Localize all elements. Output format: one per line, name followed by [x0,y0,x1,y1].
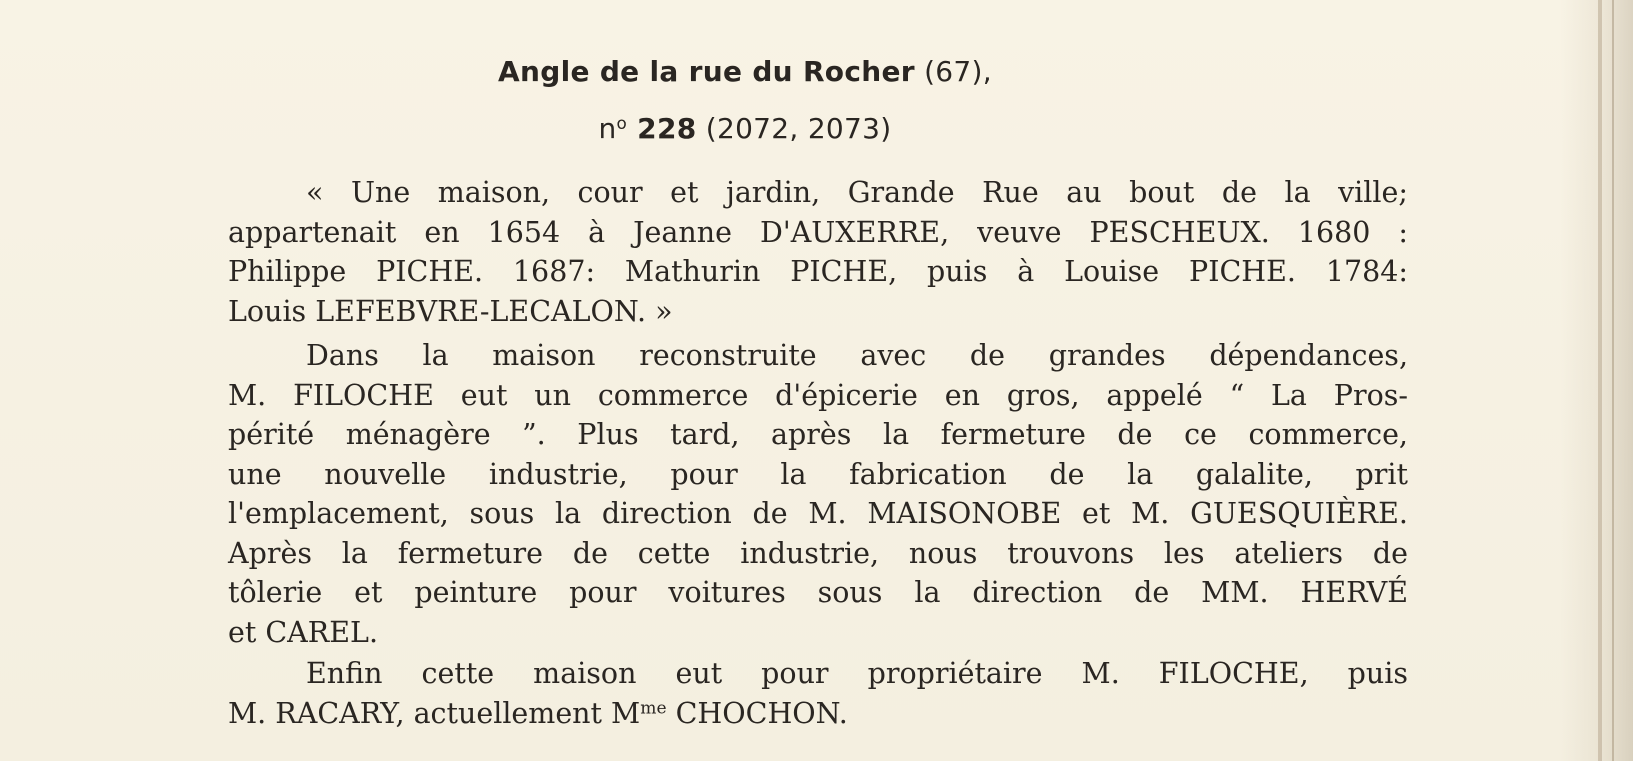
section-title [0,55,1490,88]
paragraph-line: Après la fermeture de cette industrie, nous trouvons les ateliers de [228,536,1408,570]
paragraph-line: et CAREL. [228,615,379,649]
paragraph-line: Philippe PICHE. 1687: Mathurin PICHE, puis à Louise PICHE. 1784: [228,255,1408,288]
number-prefix: n [598,112,617,145]
paragraph-line: périté ménagère ”. Plus tard, après la fermeture de ce commerce, [228,418,1408,451]
page-edge [1598,0,1602,761]
paragraph-line: l'emplacement, sous la direction de M. MAISONOBE et M. GUESQUIÈRE. [228,497,1408,530]
section-number [0,112,1490,145]
paragraph-line: Enfin cette maison eut pour propriétaire M. FILOCHE, puis [306,657,1408,690]
paragraph-line: appartenait en 1654 à Jeanne D'AUXERRE, veuve PESCHEUX. 1680 : [228,215,1408,249]
paragraph-line: « Une maison, cour et jardin, Grande Rue au bout de la ville; [306,176,1408,209]
paragraph-line: Dans la maison reconstruite avec de grandes dépendances, [306,339,1408,372]
page-edge-shadow [1612,0,1614,761]
cadastre-refs: (2072, 2073) [696,112,892,145]
paragraph-line: tôlerie et peinture pour voitures sous la direction de MM. HERVÉ [228,576,1408,609]
paragraph-history [228,336,1408,652]
number-degree: o [616,112,628,133]
paragraph-owners [228,654,1408,733]
paragraph-line: M. FILOCHE eut un commerce d'épicerie en gros, appelé “ La Pros- [228,378,1408,412]
street-ref: (67), [914,55,992,88]
paragraph-line: une nouvelle industrie, pour la fabrication de la galalite, prit [228,457,1408,491]
paragraph-quote [228,173,1408,331]
house-number: 228 [627,112,697,145]
final-line-tail: CHOCHON. [666,696,848,730]
title-superscript: me [640,698,667,719]
street-name: Angle de la rue du Rocher [498,55,915,88]
paragraph-line: Louis LEFEBVRE-LECALON. » [228,294,673,328]
paragraph-line-final [228,694,1408,734]
final-line-text: M. RACARY, actuellement M [228,696,641,730]
